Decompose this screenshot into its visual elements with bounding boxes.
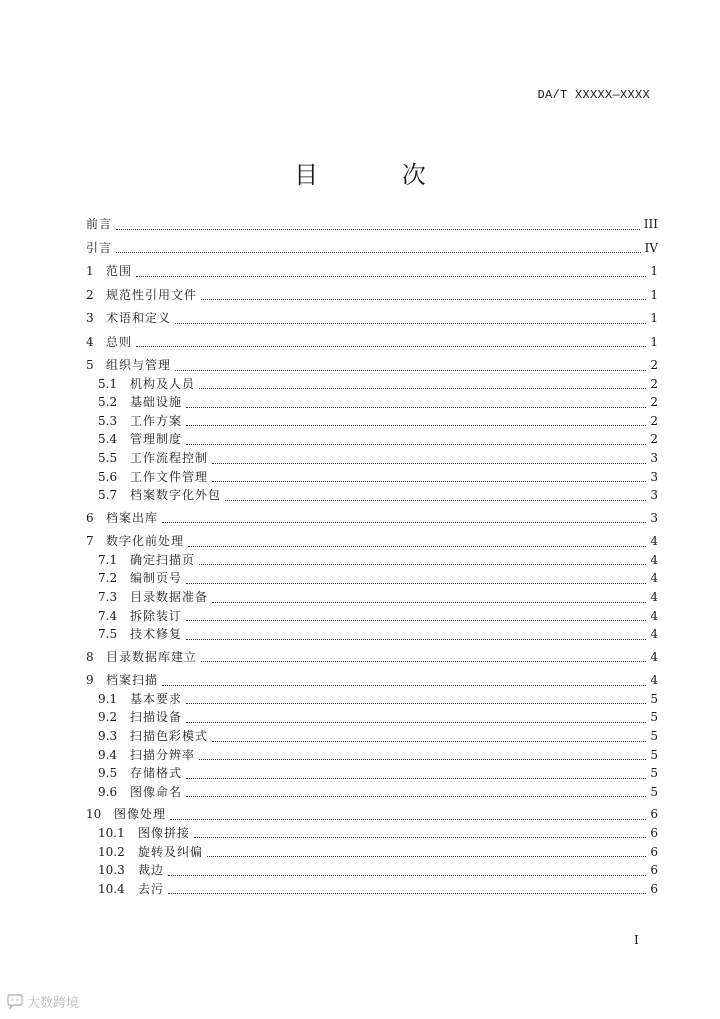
dot-leader [199, 388, 646, 389]
toc-entry-number: 9.1 [98, 691, 118, 706]
dot-leader [175, 323, 646, 324]
toc-entry[interactable] [98, 843, 658, 863]
toc-entry-number: 7.4 [98, 608, 118, 623]
toc-entry[interactable] [98, 824, 658, 844]
toc-entry[interactable] [98, 430, 658, 450]
toc-entry[interactable] [86, 356, 658, 376]
toc-entry-page: 4 [650, 627, 658, 642]
toc-entry-number: 7.2 [98, 571, 118, 586]
toc-entry-title: 图像命名 [130, 784, 183, 799]
dot-leader [186, 583, 646, 584]
toc-entry-title: 工作流程控制 [130, 451, 209, 465]
dot-leader [186, 639, 646, 640]
toc-entry-title: 确定扫描页 [130, 552, 196, 567]
toc-entry-page: 2 [650, 413, 658, 428]
toc-entry-title: 目录数据库建立 [106, 649, 198, 664]
toc-entry-number: 9.5 [98, 766, 118, 781]
toc-entry-page: 5 [650, 784, 658, 799]
dot-leader [199, 564, 646, 565]
toc-entry-number: 7.3 [98, 590, 118, 604]
dot-leader [168, 875, 646, 876]
toc-entry-number: 10.2 [98, 844, 125, 859]
toc-entry-page: 2 [650, 376, 658, 391]
toc-entry-title: 技术修复 [130, 627, 183, 642]
toc-entry-number: 9.4 [98, 747, 118, 762]
toc-entry-number: 5.6 [98, 469, 118, 484]
dot-leader [225, 500, 646, 501]
toc-entry-title: 管理制度 [130, 432, 183, 447]
toc-entry-number: 9 [86, 673, 94, 688]
dot-leader [162, 685, 646, 686]
toc-entry-number: 7.5 [98, 627, 118, 642]
toc-entry[interactable] [86, 262, 658, 282]
toc-entry-title: 规范性引用文件 [106, 287, 198, 302]
toc-entry-page: III [643, 217, 658, 231]
toc-entry[interactable] [98, 468, 658, 488]
toc-entry-title: 编制页号 [130, 571, 183, 586]
toc-entry-page: 3 [650, 488, 658, 503]
toc-entry-page: 6 [650, 844, 658, 859]
dot-leader [188, 546, 646, 547]
toc-entry-number: 9.6 [98, 784, 118, 799]
toc-entry-page: 4 [650, 673, 658, 688]
toc-entry-title: 档案出库 [106, 510, 159, 525]
toc-entry-title: 扫描设备 [130, 710, 183, 725]
toc-entry[interactable] [86, 215, 658, 235]
toc-entry[interactable] [98, 607, 658, 627]
page-number: I [634, 933, 639, 947]
toc-entry-page: 1 [650, 264, 658, 278]
toc-entry-number: 10.4 [98, 881, 125, 896]
toc-entry[interactable] [86, 648, 658, 668]
toc-entry-number: 5.2 [98, 395, 118, 410]
toc-entry-number: 10.3 [98, 863, 125, 878]
page-title: 目 次 [294, 161, 464, 189]
dot-leader [212, 602, 646, 603]
toc-entry-title: 基本要求 [130, 691, 183, 706]
toc-entry[interactable] [98, 569, 658, 589]
toc-entry-page: 4 [650, 534, 658, 549]
dot-leader [186, 444, 646, 445]
dot-leader [212, 741, 646, 742]
toc-entry-number: 7 [86, 534, 94, 549]
toc-entry[interactable] [86, 805, 658, 825]
toc-entry-title: 范围 [106, 264, 133, 278]
toc-entry-page: 6 [650, 863, 658, 878]
toc-entry[interactable] [98, 449, 658, 469]
toc-entry-page: 4 [650, 608, 658, 623]
dot-leader [201, 661, 646, 662]
toc-entry-number: 4 [86, 334, 94, 349]
toc-entry-title: 裁边 [138, 863, 165, 878]
toc-entry[interactable] [98, 880, 658, 900]
toc-entry-page: 1 [650, 287, 658, 302]
chat-bubble-icon [6, 994, 24, 1010]
toc-entry-title: 引言 [86, 240, 113, 255]
toc-entry-title: 工作文件管理 [130, 469, 209, 484]
toc-entry[interactable] [86, 239, 658, 259]
toc-entry-title: 去污 [138, 881, 165, 896]
dot-leader [194, 837, 646, 838]
toc-entry[interactable] [98, 746, 658, 766]
dot-leader [207, 856, 646, 857]
toc-entry[interactable] [98, 783, 658, 803]
toc-entry-title: 扫描色彩模式 [130, 729, 209, 743]
toc-entry-title: 档案扫描 [106, 673, 159, 688]
toc-entry-number: 7.1 [98, 552, 118, 567]
toc-entry-title: 工作方案 [130, 413, 183, 428]
toc-entry-number: 9.2 [98, 710, 118, 725]
toc-entry[interactable] [98, 412, 658, 432]
toc-entry-title: 前言 [86, 217, 113, 231]
toc-entry[interactable] [98, 708, 658, 728]
toc-entry-page: 6 [650, 881, 658, 896]
toc-entry-page: 5 [650, 766, 658, 781]
toc-entry-page: 5 [650, 691, 658, 706]
toc-entry-title: 术语和定义 [106, 311, 172, 325]
dot-leader [136, 276, 646, 277]
dot-leader [116, 229, 640, 230]
toc-entry-title: 组织与管理 [106, 358, 172, 372]
toc-entry[interactable] [86, 532, 658, 552]
toc-entry-number: 6 [86, 510, 94, 525]
toc-entry-title: 目录数据准备 [130, 590, 209, 604]
toc-entry-number: 5.7 [98, 488, 118, 503]
dot-leader [186, 722, 646, 723]
toc-entry[interactable] [98, 588, 658, 608]
toc-entry-title: 机构及人员 [130, 376, 196, 391]
toc-entry-page: 6 [650, 825, 658, 840]
toc-entry-number: 5.3 [98, 413, 118, 428]
toc-entry[interactable] [98, 764, 658, 784]
toc-entry-number: 9.3 [98, 729, 118, 743]
toc-entry-page: 2 [650, 358, 658, 372]
toc-entry-title: 基础设施 [130, 395, 183, 410]
dot-leader [199, 759, 646, 760]
dot-leader [186, 407, 646, 408]
toc-entry-title: 扫描分辨率 [130, 747, 196, 762]
toc-entry-page: 5 [650, 729, 658, 743]
toc-entry-number: 2 [86, 287, 94, 302]
toc-entry[interactable] [86, 671, 658, 691]
toc-entry[interactable] [86, 309, 658, 329]
toc-entry[interactable] [98, 551, 658, 571]
dot-leader [201, 299, 646, 300]
dot-leader [186, 778, 646, 779]
toc-entry-number: 3 [86, 311, 94, 325]
toc-entry[interactable] [98, 861, 658, 881]
toc-entry-number: 5 [86, 358, 94, 372]
dot-leader [186, 796, 646, 797]
dot-leader [168, 893, 646, 894]
toc-entry-page: 1 [650, 311, 658, 325]
document-code: DA/T XXXXX—XXXX [537, 88, 650, 102]
toc-entry[interactable] [98, 727, 658, 747]
toc-entry-page: 4 [650, 571, 658, 586]
toc-entry-page: 5 [650, 747, 658, 762]
toc-entry[interactable] [86, 333, 658, 353]
dot-leader [186, 425, 646, 426]
toc-entry-page: 3 [650, 451, 658, 465]
dot-leader [186, 703, 646, 704]
toc-entry-number: 8 [86, 649, 94, 664]
toc-entry-title: 总则 [106, 334, 133, 349]
toc-entry-page: 3 [650, 469, 658, 484]
dot-leader [136, 346, 646, 347]
dot-leader [212, 481, 646, 482]
toc-entry-title: 图像拼接 [138, 825, 191, 840]
toc-entry-title: 旋转及纠偏 [138, 844, 204, 859]
toc-entry[interactable] [98, 625, 658, 645]
dot-leader [186, 620, 646, 621]
dot-leader [212, 463, 646, 464]
toc-entry-title: 图像处理 [114, 807, 167, 822]
toc-entry-page: 4 [650, 590, 658, 604]
dot-leader [175, 370, 646, 371]
toc-entry-page: 4 [650, 552, 658, 567]
toc-entry-title: 数字化前处理 [106, 534, 185, 549]
toc-entry[interactable] [98, 486, 658, 506]
toc-entry-page: IV [644, 240, 658, 255]
dot-leader [162, 522, 646, 523]
toc-entry[interactable] [98, 375, 658, 395]
toc-entry-number: 5.4 [98, 432, 118, 447]
toc-entry-page: 3 [650, 510, 658, 525]
watermark [6, 992, 79, 1011]
toc-entry-title: 拆除装订 [130, 608, 183, 623]
toc-entry-title: 档案数字化外包 [130, 488, 222, 503]
toc-entry-page: 4 [650, 649, 658, 664]
toc-entry-page: 5 [650, 710, 658, 725]
toc-entry-page: 2 [650, 432, 658, 447]
dot-leader [170, 819, 646, 820]
toc-entry-number: 5.5 [98, 451, 118, 465]
watermark-text: 大数跨境 [27, 996, 80, 1011]
toc-entry[interactable] [86, 286, 658, 306]
toc-entry-title: 存储格式 [130, 766, 183, 781]
dot-leader [116, 252, 641, 253]
toc-entry-number: 10.1 [98, 825, 125, 840]
toc-entry[interactable] [98, 393, 658, 413]
toc-entry-page: 6 [650, 807, 658, 822]
toc-entry[interactable] [86, 509, 658, 529]
toc-entry-number: 5.1 [98, 376, 118, 391]
toc-entry-number: 10 [86, 807, 102, 822]
toc-entry[interactable] [98, 690, 658, 710]
toc-entry-page: 2 [650, 395, 658, 410]
toc-entry-page: 1 [650, 334, 658, 349]
toc-entry-number: 1 [86, 264, 94, 278]
